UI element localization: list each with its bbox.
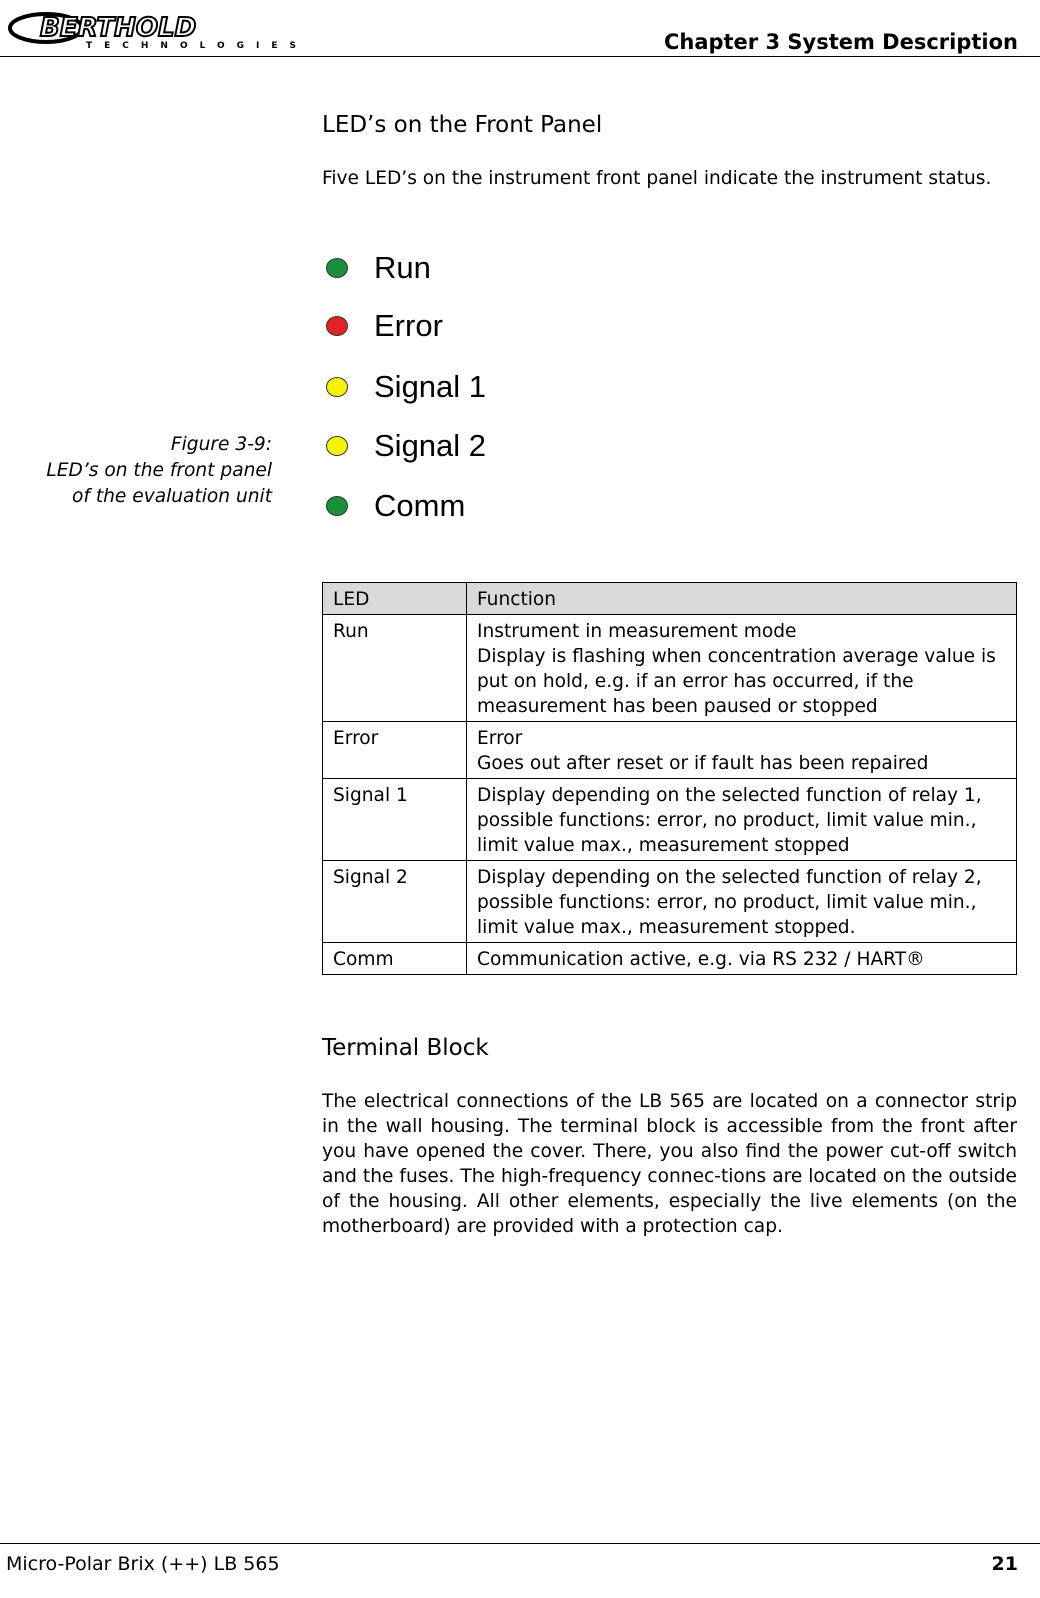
led-indicator-icon <box>326 316 348 336</box>
function-cell <box>467 779 1017 861</box>
led-signal-1 <box>326 367 486 407</box>
terminal-block-body: The electrical connections of the LB 565 are located on a connector strip in the wall housing. The terminal block is accessible from the front after you have opened the cover. There, you also find the power cut-off switch and the fuses. The high-frequency connec-tions are located on the outside of the housing. All other elements, especially the live elements (on the motherboard) are provided with a protection cap. <box>322 1091 1017 1237</box>
function-line: Display depending on the selected function of relay 1, possible functions: error, no product, limit value min., limit value max., measurement stopped <box>477 785 982 856</box>
berthold-logo <box>6 6 306 56</box>
led-run <box>326 248 431 288</box>
led-label: Signal 1 <box>374 369 487 404</box>
table-row <box>323 779 1017 861</box>
column-header-function: Function <box>467 583 1017 615</box>
led-cell: Error <box>323 722 467 779</box>
led-cell: Comm <box>323 943 467 975</box>
function-cell <box>467 722 1017 779</box>
function-line: Goes out after reset or if fault has been repaired <box>477 753 929 774</box>
logo-main-text: BERTHOLD <box>40 13 197 43</box>
page-number: 21 <box>991 1553 1018 1575</box>
caption-line: LED’s on the front panel <box>46 460 272 481</box>
function-line: Instrument in measurement mode <box>477 621 797 642</box>
led-cell: Signal 2 <box>323 861 467 943</box>
section-heading-terminal-block: Terminal Block <box>322 1035 489 1061</box>
function-cell <box>467 943 1017 975</box>
led-indicator-icon <box>326 436 348 456</box>
caption-line: Figure 3-9: <box>170 434 272 455</box>
led-error <box>326 306 443 346</box>
led-indicator-icon <box>326 496 348 516</box>
header-divider <box>0 56 1040 57</box>
caption-line: of the evaluation unit <box>72 486 272 507</box>
led-label: Comm <box>374 488 466 523</box>
led-comm <box>326 486 465 526</box>
function-cell <box>467 861 1017 943</box>
table-row <box>323 722 1017 779</box>
section-intro: Five LED’s on the instrument front panel indicate the instrument status. <box>322 168 992 189</box>
led-function-table <box>322 582 1017 975</box>
figure-caption <box>46 432 272 510</box>
led-cell: Run <box>323 615 467 722</box>
table-row <box>323 943 1017 975</box>
led-signal-2 <box>326 426 486 466</box>
footer-divider <box>0 1543 1040 1544</box>
logo-sub-text: TECHNOLOGIES <box>86 41 306 51</box>
footer-product: Micro-Polar Brix (++) LB 565 <box>6 1553 280 1575</box>
function-line: Error <box>477 728 523 749</box>
led-indicator-icon <box>326 377 348 397</box>
led-cell: Signal 1 <box>323 779 467 861</box>
led-label: Error <box>374 308 443 343</box>
table-row <box>323 861 1017 943</box>
table-row <box>323 615 1017 722</box>
function-line: Communication active, e.g. via RS 232 / HART® <box>477 949 925 970</box>
led-label: Run <box>374 250 431 285</box>
led-label: Signal 2 <box>374 428 487 463</box>
column-header-led: LED <box>323 583 467 615</box>
table-header-row <box>323 583 1017 615</box>
function-cell <box>467 615 1017 722</box>
function-line: Display depending on the selected function of relay 2, possible functions: error, no product, limit value min., limit value max., measurement stopped. <box>477 867 982 938</box>
function-line: Display is flashing when concentration average value is put on hold, e.g. if an error has occurred, if the measurement has been paused or stopped <box>477 646 996 717</box>
chapter-title: Chapter 3 System Description <box>663 30 1018 54</box>
led-indicator-icon <box>326 258 348 278</box>
section-heading-leds: LED’s on the Front Panel <box>322 112 603 138</box>
